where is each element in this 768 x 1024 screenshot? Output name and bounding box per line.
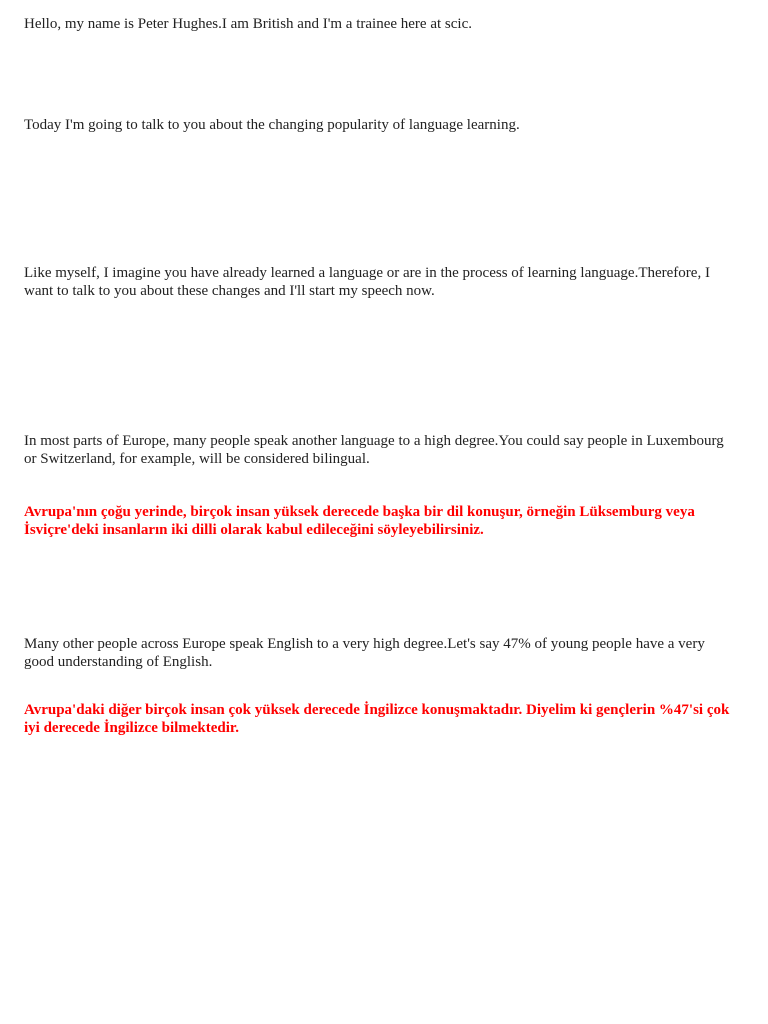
paragraph-introduction: Hello, my name is Peter Hughes.I am British and I'm a trainee here at scic.	[24, 16, 472, 32]
paragraph-motivation: Like myself, I imagine you have already learned a language or are in the process of learning language.Therefore, I want to talk to you about these changes and I'll start my speech now.	[24, 265, 710, 299]
paragraph-english-speakers: Many other people across Europe speak English to a very high degree.Let's say 47% of young people have a very good understanding of English.	[24, 636, 705, 670]
paragraph-europe-bilingual: In most parts of Europe, many people speak another language to a high degree.You could say people in Luxembourg or Switzerland, for example, will be considered bilingual.	[24, 433, 724, 467]
paragraph-europe-bilingual-translation: Avrupa'nın çoğu yerinde, birçok insan yüksek derecede başka bir dil konuşur, örneğin Lüksemburg veya İsviçre'deki insanların iki dilli olarak kabul edileceğini söyleyebilirsiniz.	[24, 504, 695, 538]
paragraph-topic: Today I'm going to talk to you about the changing popularity of language learning.	[24, 117, 520, 133]
paragraph-english-speakers-translation: Avrupa'daki diğer birçok insan çok yüksek derecede İngilizce konuşmaktadır. Diyelim ki gençlerin %47'si çok iyi derecede İngilizce bilmektedir.	[24, 702, 730, 736]
